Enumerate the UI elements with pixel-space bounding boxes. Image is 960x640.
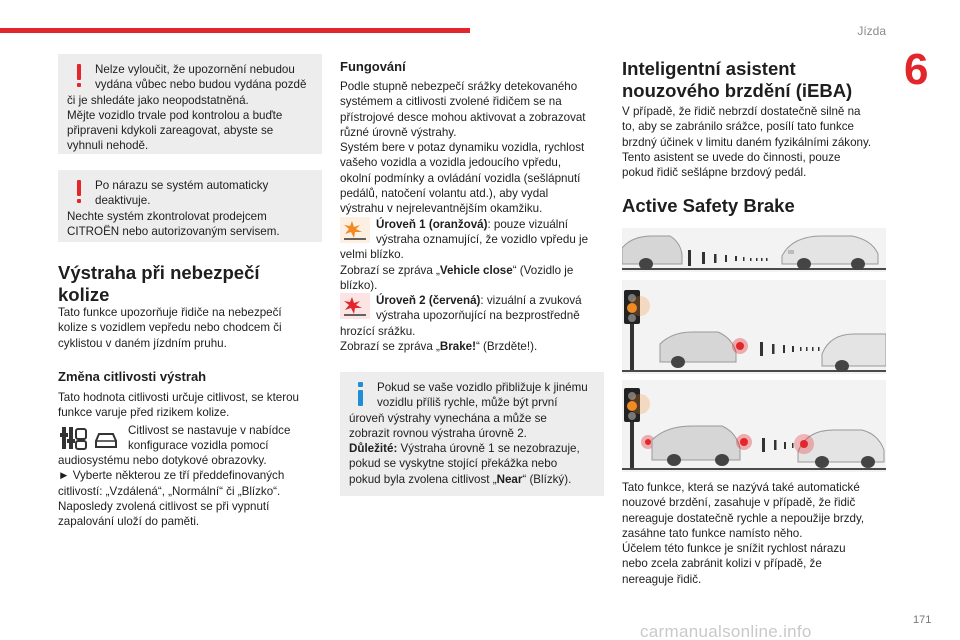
active-safety-brake-heading: Active Safety Brake xyxy=(622,195,795,216)
heading-line: Výstraha při nebezpečí xyxy=(58,262,260,283)
info-icon xyxy=(351,380,371,408)
text-line: pokud se vyskytne stojící překážka nebo xyxy=(349,457,558,471)
text-line: zobrazit rovnou výstraha úrovně 2. xyxy=(349,426,527,440)
text-line: V případě, že řidič nebrzdí dostatečně silně na xyxy=(622,105,861,118)
text-line: Pokud se vaše vozidlo přibližuje k jinému xyxy=(377,381,588,394)
ieba-text xyxy=(622,104,890,180)
text-line: Účelem této funkce je snížit rychlost nárazu xyxy=(622,542,846,556)
text-span: pokud byla zvolena citlivost „ xyxy=(349,472,497,486)
text-line: CITROËN nebo autorizovaným servisem. xyxy=(67,224,280,238)
collision-alert-orange-icon xyxy=(340,217,370,243)
text-line: okolní podmínky a ovládání vozidla (sešlápnutí xyxy=(340,171,581,185)
collision-alert-red-icon xyxy=(340,293,370,319)
text-span: Zobrazí se zpráva „ xyxy=(340,340,440,354)
heading-line: nouzového brzdění (iEBA) xyxy=(622,80,853,101)
exclamation-icon xyxy=(69,62,89,90)
text-line: Citlivost se nastavuje v nabídce xyxy=(128,423,291,437)
text-span: “ (Brzděte!). xyxy=(475,340,538,354)
detection-diagram xyxy=(622,228,886,272)
text-line: Tento asistent se uvede do činnosti, pouze xyxy=(622,150,841,164)
text-line: Tato hodnota citlivosti určuje citlivost, se kterou xyxy=(58,391,300,404)
text-line xyxy=(349,472,594,487)
text-line: výstrahu v nejrelevantnějším okamžiku. xyxy=(340,202,543,216)
text-span: : vizuální a zvuková xyxy=(480,294,582,308)
text-span: Zobrazí se zpráva „ xyxy=(340,263,440,277)
text-line: vozidlu příliš rychle, může být první xyxy=(377,396,558,410)
header-red-bar xyxy=(0,28,470,33)
level2-row xyxy=(340,293,608,354)
text-line: systémem a citlivosti zvolené řidičem se na xyxy=(340,95,562,109)
section-label: Jízda xyxy=(857,24,886,38)
text-line: nebo zcela zabránit kolizi v případě, že xyxy=(622,557,822,571)
message-brake: Brake! xyxy=(439,340,476,354)
chapter-number: 6 xyxy=(904,45,929,94)
text-line: nouzové brzdění, zasahuje v případě, že řidič xyxy=(622,496,856,510)
page-number: 171 xyxy=(913,614,932,626)
collision-intro xyxy=(58,305,322,351)
sensitivity-near: Near xyxy=(496,472,523,486)
heading-line: kolize xyxy=(58,284,110,305)
level1-label: Úroveň 1 (oranžová) xyxy=(376,217,488,231)
operation-heading: Fungování xyxy=(340,59,406,74)
text-line: přístrojové desce mohou aktivovat a zobrazovat xyxy=(340,110,586,124)
text-line: Podle stupně nebezpečí srážky detekovaného xyxy=(340,80,578,93)
text-line: různé úrovně výstrahy. xyxy=(340,125,457,139)
text-line: funkce varuje před rizikem kolize. xyxy=(58,406,230,420)
text-line: kolize s vozidlem vepředu nebo chodcem či xyxy=(58,321,282,335)
ieba-heading xyxy=(622,58,890,102)
text-line: Naposledy zvolená citlivost se při vypnutí xyxy=(58,500,270,514)
text-span: : pouze vizuální xyxy=(487,217,569,231)
text-line: audiosystému nebo dotykové obrazovky. xyxy=(58,454,267,468)
text-line: blízko). xyxy=(340,278,378,292)
text-line: Systém bere v potaz dynamiku vozidla, rychlost xyxy=(340,141,585,155)
text-span: “ (Vozidlo je xyxy=(512,263,574,277)
text-line xyxy=(340,339,608,354)
collision-warning-heading xyxy=(58,262,322,306)
warning-diagram xyxy=(622,280,886,374)
warning-box-2 xyxy=(58,170,322,242)
operation-text xyxy=(340,79,608,354)
message-vehicle-close: Vehicle close xyxy=(439,263,513,277)
warning-box-1 xyxy=(58,54,322,154)
text-line xyxy=(340,263,608,278)
text-line: hrozící srážku. xyxy=(340,324,416,338)
exclamation-icon xyxy=(69,178,89,206)
text-line: pedálů, natočení volantu atd.), aby vydal xyxy=(340,187,549,201)
info-box xyxy=(340,372,604,496)
instruction-bullet: ► Vyberte některou ze tří předdefinovaných xyxy=(58,469,285,483)
text-line: zasáhne tato funkce namísto něho. xyxy=(622,526,803,540)
text-span: “ (Blízký). xyxy=(522,472,572,486)
text-line: deaktivuje. xyxy=(95,194,151,208)
text-line: výstraha upozorňující na bezprostředně xyxy=(376,309,580,323)
sensitivity-text xyxy=(58,390,322,530)
text-line: vydána vůbec nebo budou vydána pozdě xyxy=(95,78,307,92)
text-line: nereaguje řidič. xyxy=(622,572,702,586)
heading-line: Inteligentní asistent xyxy=(622,58,796,79)
settings-menu-icon xyxy=(58,423,88,453)
text-line: Nelze vyloučit, že upozornění nebudou xyxy=(95,63,295,76)
text-line: vyhnuli nehodě. xyxy=(67,139,149,153)
level2-label: Úroveň 2 (červená) xyxy=(376,294,481,308)
text-line: Nechte systém zkontrolovat prodejcem xyxy=(67,209,267,223)
text-line: zapalování uloží do paměti. xyxy=(58,515,200,529)
text-line: nereaguje dostatečně rychle a nepoužije brzdy, xyxy=(622,511,865,525)
text-line: brzdný účinek v limitu daném fyzikálními zákony. xyxy=(622,135,872,149)
text-line: Mějte vozidlo trvale pod kontrolou a buďte xyxy=(67,108,283,122)
text-line: cyklistou v daném jízdním pruhu. xyxy=(58,336,227,350)
sensitivity-icon-row xyxy=(58,423,322,454)
watermark: carmanualsonline.info xyxy=(640,622,812,640)
text-line: vašeho vozidla a vozidla jedoucího vpředu, xyxy=(340,156,562,170)
important-label: Důležité: xyxy=(349,442,398,456)
sensitivity-heading: Změna citlivosti výstrah xyxy=(58,369,207,384)
illustration-braking xyxy=(622,380,886,472)
text-line: to, aby se zabránilo srážce, posílí tato funkce xyxy=(622,120,854,134)
text-span: Výstraha úrovně 1 se nezobrazuje, xyxy=(397,442,580,456)
text-line: či je shledáte jako neopodstatněná. xyxy=(67,93,249,107)
text-line: výstraha oznamující, že vozidlo vpředu je xyxy=(376,232,589,246)
level1-row xyxy=(340,217,608,293)
text-line: konfigurace vozidla pomocí xyxy=(128,438,269,452)
text-line: velmi blízko. xyxy=(340,248,404,262)
text-line: Tato funkce, která se nazývá také automatické xyxy=(622,481,860,494)
illustration-detection xyxy=(622,228,886,272)
text-line: pokud řidič sešlápne brzdový pedál. xyxy=(622,166,807,180)
car-sensitivity-icon xyxy=(92,427,120,451)
asb-text xyxy=(622,480,890,587)
braking-diagram xyxy=(622,380,886,472)
text-line: citlivostí: „Vzdálená“, „Normální“ či „Blízko“. xyxy=(58,484,281,498)
text-line: Tato funkce upozorňuje řidiče na nebezpečí xyxy=(58,306,282,319)
illustration-warning xyxy=(622,280,886,374)
text-line: úroveň výstrahy vynechána a může se xyxy=(349,411,547,425)
text-line: Po nárazu se systém automaticky xyxy=(95,179,269,192)
text-line xyxy=(349,441,594,456)
text-line: připraveni kdykoli zareagovat, abyste se xyxy=(67,124,274,138)
